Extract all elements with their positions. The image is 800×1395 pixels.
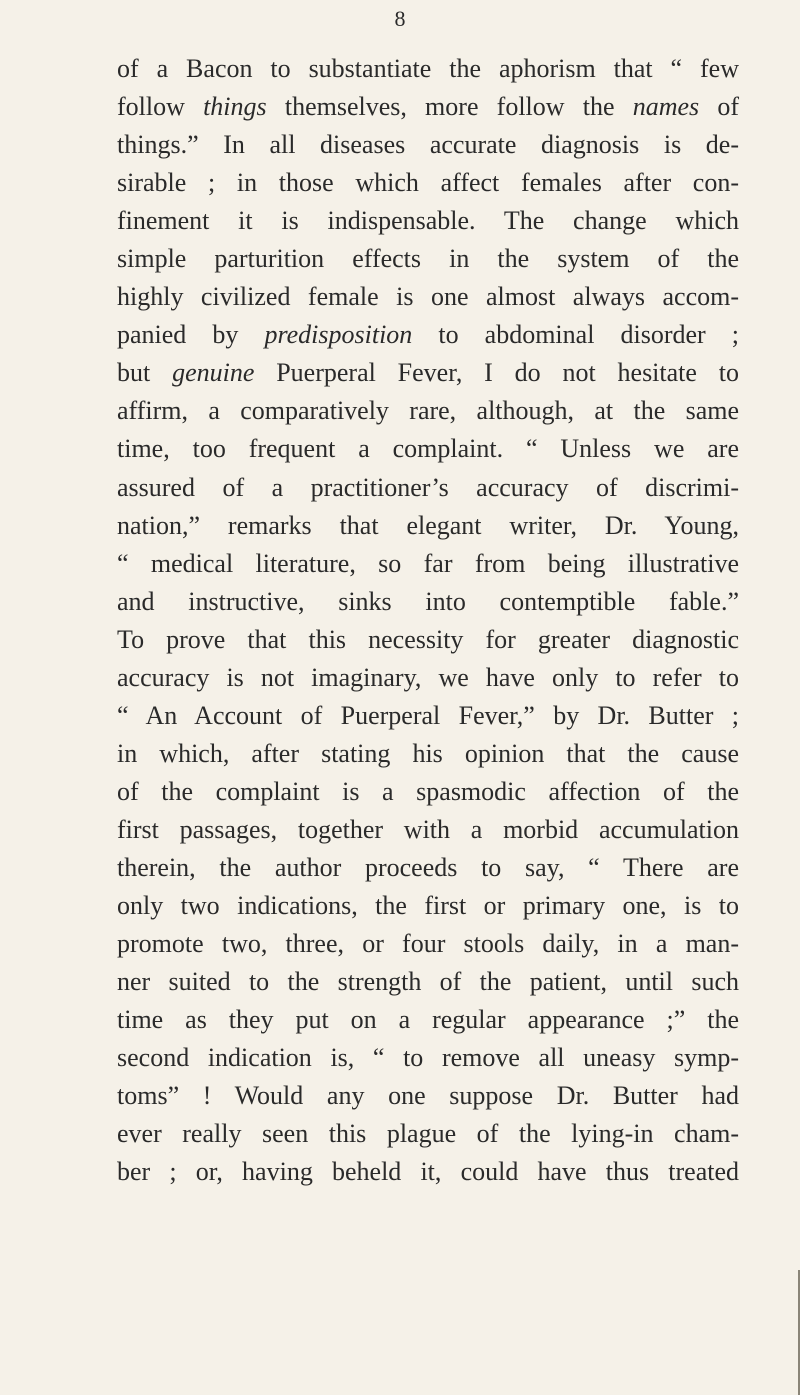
text-segment: in which, after stating his opinion that the cause — [117, 738, 739, 768]
text-segment: To prove that this necessity for greater diagnostic — [117, 624, 739, 654]
text-line — [117, 1115, 739, 1153]
text-segment: highly civilized female is one almost always accom- — [117, 282, 739, 312]
page-number: 8 — [394, 6, 406, 31]
text-segment: sirable ; in those which affect females after con- — [117, 168, 739, 198]
text-line — [117, 316, 739, 354]
italic-text: genuine — [172, 358, 255, 388]
text-line — [117, 1153, 739, 1191]
text-line — [117, 469, 739, 507]
text-segment: of the complaint is a spasmodic affection of the — [117, 776, 739, 806]
text-line — [117, 278, 739, 316]
text-segment: therein, the author proceeds to say, “ There are — [117, 852, 739, 882]
text-segment: simple parturition effects in the system of the — [117, 244, 739, 274]
body-text — [117, 50, 739, 1191]
text-line — [117, 811, 739, 849]
text-line — [117, 507, 739, 545]
text-segment: “ medical literature, so far from being illustrative — [117, 548, 739, 578]
text-segment: finement it is indispensable. The change which — [117, 206, 739, 236]
text-segment: first passages, together with a morbid accumulation — [117, 814, 739, 844]
text-segment: “ An Account of Puerperal Fever,” by Dr. Butter ; — [117, 700, 739, 730]
text-line — [117, 773, 739, 811]
italic-text: things — [203, 92, 267, 122]
text-segment: things.” In all diseases accurate diagnosis is de- — [117, 130, 739, 160]
text-segment: and instructive, sinks into contemptible fable.” — [117, 586, 739, 616]
text-line — [117, 50, 739, 88]
text-segment: assured of a practitioner’s accuracy of discrimi- — [117, 472, 739, 502]
text-line — [117, 849, 739, 887]
text-line — [117, 1077, 739, 1115]
text-segment: panied by — [117, 320, 265, 350]
text-line — [117, 240, 739, 278]
text-segment: of a Bacon to substantiate the aphorism that “ few — [117, 54, 739, 83]
text-line — [117, 164, 739, 202]
text-segment: to abdominal disorder ; — [412, 320, 739, 350]
text-line — [117, 354, 739, 392]
text-segment: but — [117, 358, 173, 388]
text-line — [117, 202, 739, 240]
text-segment: follow — [117, 92, 204, 122]
text-segment: accuracy is not imaginary, we have only to refer to — [117, 662, 739, 692]
text-line — [117, 621, 739, 659]
text-segment: toms” ! Would any one suppose Dr. Butter had — [117, 1081, 739, 1111]
text-segment: nation,” remarks that elegant writer, Dr. Young, — [117, 510, 739, 540]
text-segment: ever really seen this plague of the lying-in cham- — [117, 1119, 739, 1149]
text-line — [117, 126, 739, 164]
text-segment: time as they put on a regular appearance ;” the — [117, 1005, 739, 1035]
text-segment: second indication is, “ to remove all uneasy symp- — [117, 1043, 739, 1073]
italic-text: predisposition — [264, 320, 413, 350]
text-line — [117, 735, 739, 773]
text-line — [117, 697, 739, 735]
text-line — [117, 1001, 739, 1039]
text-line — [117, 583, 739, 621]
text-line — [117, 963, 739, 1001]
text-line — [117, 545, 739, 583]
text-line — [117, 430, 739, 468]
text-segment: ber ; or, having beheld it, could have thus treated — [117, 1157, 739, 1187]
text-line — [117, 925, 739, 963]
text-segment: promote two, three, or four stools daily, in a man- — [117, 929, 739, 959]
text-segment: Puerperal Fever, I do not hesitate to — [254, 358, 739, 388]
text-line — [117, 887, 739, 925]
text-segment: only two indications, the first or primary one, is to — [117, 891, 739, 921]
italic-text: names — [632, 92, 700, 122]
text-segment: time, too frequent a complaint. “ Unless we are — [117, 434, 739, 464]
text-line — [117, 88, 739, 126]
text-segment: themselves, more follow the — [266, 92, 633, 122]
text-segment: affirm, a comparatively rare, although, at the same — [117, 396, 739, 426]
text-line — [117, 659, 739, 697]
text-segment: ner suited to the strength of the patient, until such — [117, 967, 739, 997]
text-segment: of — [699, 92, 739, 122]
text-line — [117, 392, 739, 430]
text-line — [117, 1039, 739, 1077]
